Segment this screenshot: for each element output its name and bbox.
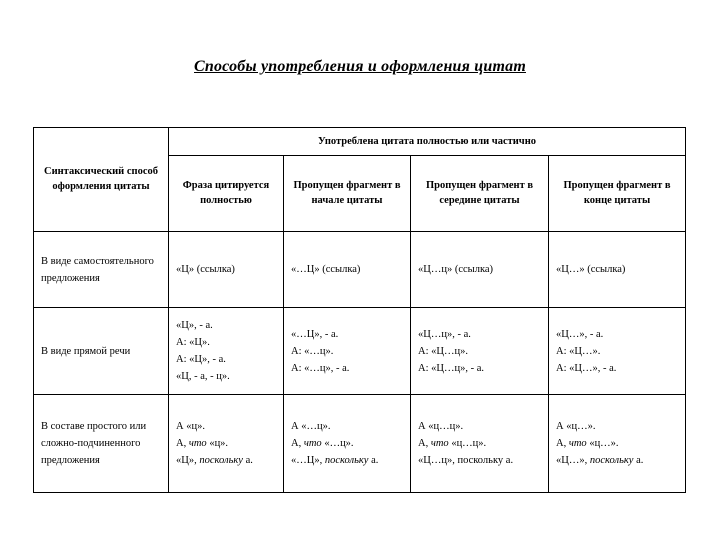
cell-text: «Ц», <box>176 455 200 466</box>
cell-line <box>556 452 678 469</box>
data-cell <box>284 308 411 395</box>
cell-line <box>176 261 276 278</box>
cell-line <box>418 452 541 469</box>
header-omitted-end-label: Пропущен фрагмент в конце цитаты <box>563 179 671 206</box>
header-cell-usage-span: Употреблена цитата полностью или частично <box>169 128 686 156</box>
cell-line <box>556 418 678 435</box>
cell-line <box>176 351 276 368</box>
cell-text: «Ц…» (ссылка) <box>556 264 626 275</box>
cell-line <box>291 418 403 435</box>
citation-methods-table <box>33 127 686 493</box>
data-cell <box>169 395 284 493</box>
cell-line <box>418 418 541 435</box>
cell-text: а. <box>242 455 253 466</box>
cell-text: а. <box>633 455 644 466</box>
cell-text: «…Ц», - а. <box>291 328 339 340</box>
row-label-cell <box>34 308 169 395</box>
cell-text: «…Ц» (ссылка) <box>291 264 361 275</box>
row-label-text: В виде самостоятельного предложения <box>41 255 154 284</box>
cell-line <box>418 343 541 360</box>
header-omitted-start-label: Пропущен фрагмент в начале цитаты <box>293 179 401 206</box>
cell-text: А «ц». <box>176 421 205 432</box>
cell-text: А: «…ц», - а. <box>291 362 350 374</box>
cell-line <box>291 452 403 469</box>
data-cell <box>411 395 549 493</box>
cell-line <box>291 360 403 377</box>
cell-text: «Ц…», - а. <box>556 328 604 340</box>
data-cell <box>284 232 411 308</box>
cell-line <box>291 435 403 452</box>
cell-text: А: «…ц». <box>291 345 334 357</box>
data-cell <box>411 308 549 395</box>
cell-text: «ц…». <box>586 438 619 449</box>
cell-line <box>291 326 403 343</box>
cell-text: А, <box>291 438 304 449</box>
header-cell-method <box>34 128 169 232</box>
cell-text: «Ц…ц», - а. <box>418 328 471 340</box>
cell-line <box>176 452 276 469</box>
cell-text: А: «Ц…ц», - а. <box>418 362 484 374</box>
cell-line <box>176 368 276 385</box>
cell-line <box>556 261 678 278</box>
cell-text: «Ц», - а. <box>176 320 213 331</box>
cell-text: «ц…ц». <box>448 438 487 449</box>
table-header-row-merged <box>34 128 686 156</box>
header-cell-full-phrase <box>169 156 284 232</box>
cell-text: А: «Ц…», - а. <box>556 362 617 374</box>
row-label-cell <box>34 395 169 493</box>
cell-text: А, <box>176 438 189 449</box>
cell-text-italic: что <box>430 438 449 449</box>
cell-text: А: «Ц». <box>176 337 210 348</box>
cell-text-italic: что <box>303 438 322 449</box>
cell-line <box>556 360 678 377</box>
page-title: Способы употребления и оформления цитат <box>194 58 526 75</box>
cell-text: «Ц» (ссылка) <box>176 264 235 275</box>
cell-text: «Ц…», <box>556 455 590 466</box>
data-cell <box>411 232 549 308</box>
cell-line <box>418 360 541 377</box>
cell-text: А: «Ц…ц». <box>418 345 468 357</box>
cell-text: А «…ц». <box>291 421 331 432</box>
data-cell <box>549 232 686 308</box>
row-label-cell <box>34 232 169 308</box>
data-cell <box>549 308 686 395</box>
table-row <box>34 232 686 308</box>
cell-line <box>176 317 276 334</box>
cell-text: «Ц…ц» (ссылка) <box>418 264 494 275</box>
table-row <box>34 308 686 395</box>
cell-line <box>556 343 678 360</box>
cell-text: «…Ц», <box>291 455 325 466</box>
row-label-text: В виде прямой речи <box>41 345 131 357</box>
header-cell-omitted-start <box>284 156 411 232</box>
cell-text: А, <box>556 438 569 449</box>
header-cell-omitted-middle <box>411 156 549 232</box>
cell-text: «Ц, - а, - ц». <box>176 371 230 382</box>
cell-text: А «ц…ц». <box>418 421 464 432</box>
cell-line <box>291 261 403 278</box>
header-full-phrase-label: Фраза цитируется полностью <box>182 179 270 206</box>
cell-text: А «ц…». <box>556 421 596 432</box>
cell-line <box>418 261 541 278</box>
cell-text: А: «Ц…». <box>556 345 601 357</box>
cell-text-italic: поскольку <box>199 455 243 466</box>
table-row <box>34 395 686 493</box>
data-cell <box>549 395 686 493</box>
cell-text: А, <box>418 438 431 449</box>
cell-text: «…ц». <box>321 438 354 449</box>
cell-text: «ц». <box>206 438 229 449</box>
data-cell <box>169 308 284 395</box>
data-cell <box>284 395 411 493</box>
header-omitted-middle-label: Пропущен фрагмент в середине цитаты <box>425 179 534 206</box>
header-cell-omitted-end <box>549 156 686 232</box>
cell-text-italic: поскольку <box>324 455 369 466</box>
cell-line <box>176 418 276 435</box>
cell-text-italic: поскольку <box>589 455 634 466</box>
cell-line <box>556 326 678 343</box>
data-cell <box>169 232 284 308</box>
cell-text-italic: что <box>568 438 587 449</box>
header-method-label: Синтаксический способ оформления цитаты <box>44 165 158 192</box>
cell-text: а. <box>368 455 379 466</box>
cell-line <box>176 334 276 351</box>
cell-text: А: «Ц», - а. <box>176 354 226 365</box>
row-label-text: В составе простого или сложно-подчиненного предложения <box>41 421 147 466</box>
cell-line <box>418 435 541 452</box>
cell-text-italic: что <box>188 438 207 449</box>
cell-text: «Ц…ц», поскольку а. <box>418 455 514 466</box>
cell-line <box>418 326 541 343</box>
cell-line <box>291 343 403 360</box>
cell-line <box>556 435 678 452</box>
cell-line <box>176 435 276 452</box>
